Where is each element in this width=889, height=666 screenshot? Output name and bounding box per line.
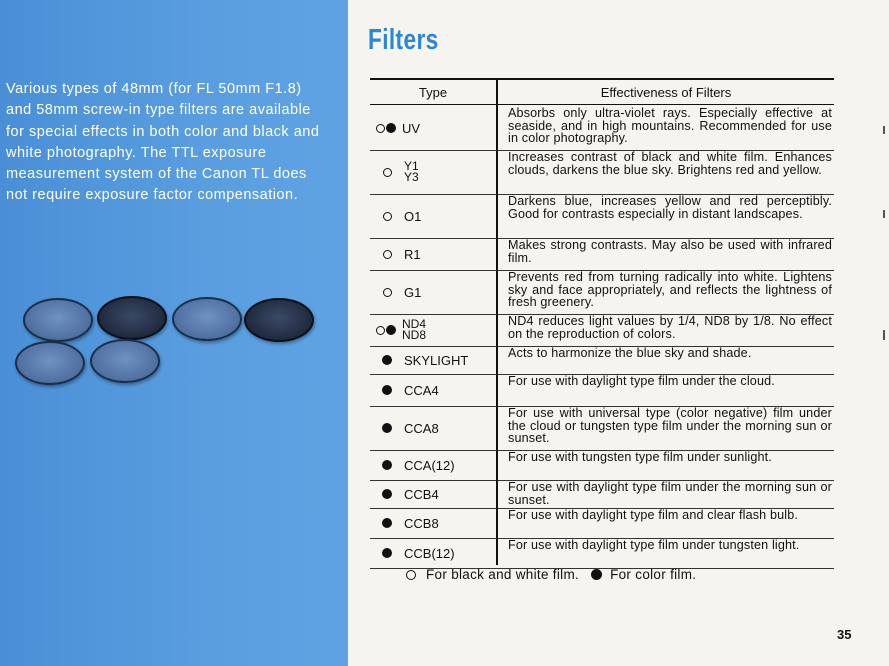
filter-effect-cell: Absorbs only ultra-violet rays. Especially effective at seaside, and in high mountains. Recommended for use in color photography. [508, 106, 832, 146]
filter-type-label: O1 [404, 208, 422, 224]
filter-type-cell [370, 374, 496, 406]
filter-disc-image [15, 341, 85, 385]
film-symbol [370, 212, 404, 221]
film-symbol [370, 460, 404, 470]
open-circle-icon [383, 168, 392, 177]
film-symbol [370, 288, 404, 297]
filter-type-cell [370, 150, 496, 194]
filter-effect-cell: Increases contrast of black and white film. Enhances clouds, darkens the blue sky. Brightens red and yellow. [508, 150, 832, 177]
open-circle-icon [383, 212, 392, 221]
filter-effect-cell: Darkens blue, increases yellow and red perceptibly. Good for contrasts especially in distant landscapes. [508, 194, 832, 221]
filter-type-label: UV [402, 120, 421, 136]
page-number: 35 [837, 627, 852, 642]
edge-mark [883, 210, 885, 218]
edge-mark [883, 330, 885, 340]
open-circle-icon [406, 570, 416, 580]
filter-disc-image [90, 339, 160, 383]
filter-effect-cell: For use with tungsten type film under sunlight. [508, 450, 772, 464]
filter-effect-cell: ND4 reduces light values by 1/4, ND8 by 1/8. No effect on the reproduction of colors. [508, 314, 832, 341]
filter-disc-image [23, 298, 93, 342]
legend [406, 567, 696, 582]
filter-type-line: Y3 [404, 170, 419, 184]
film-symbol [370, 250, 404, 259]
header-effectiveness: Effectiveness of Filters [600, 85, 732, 100]
table-row [370, 374, 834, 407]
filter-type-label: R1 [404, 246, 421, 262]
filter-type-cell [370, 106, 496, 150]
filter-disc-image [244, 298, 314, 342]
filter-type-cell [370, 450, 496, 480]
filter-effect-cell: For use with daylight type film under tungsten light. [508, 538, 800, 552]
solid-circle-icon [382, 385, 392, 395]
table-row [370, 450, 834, 481]
solid-circle-icon [382, 518, 392, 528]
filter-type-cell [370, 508, 496, 538]
film-symbol [370, 423, 404, 433]
column-divider [496, 80, 498, 565]
filter-type-label: CCA4 [404, 382, 439, 398]
filter-type-cell [370, 406, 496, 450]
table-row [370, 106, 834, 151]
filter-disc-image [97, 296, 167, 340]
left-panel [0, 0, 348, 666]
filter-type-cell [370, 346, 496, 374]
table-row [370, 194, 834, 239]
filter-type-cell [370, 238, 496, 270]
solid-circle-icon [591, 569, 602, 580]
filter-type-label: CCB4 [404, 486, 439, 502]
edge-mark [883, 126, 885, 134]
filter-type-label [402, 319, 426, 341]
right-panel [348, 0, 889, 666]
open-circle-icon [383, 250, 392, 259]
table-row [370, 406, 834, 451]
table-row [370, 538, 834, 569]
film-symbol [370, 325, 402, 335]
filter-disc-image [172, 297, 242, 341]
filter-table [370, 78, 834, 561]
solid-circle-icon [382, 489, 392, 499]
filter-type-line: Y1 [404, 159, 419, 173]
filter-type-label: CCA8 [404, 420, 439, 436]
open-circle-icon [376, 326, 385, 335]
table-row [370, 238, 834, 271]
table-row [370, 270, 834, 315]
table-header [370, 80, 834, 105]
solid-circle-icon [382, 460, 392, 470]
film-symbol [370, 168, 404, 177]
filter-type-cell [370, 270, 496, 314]
table-row [370, 150, 834, 195]
film-symbol [370, 489, 404, 499]
film-symbol [370, 355, 404, 365]
table-row [370, 346, 834, 375]
film-symbol [370, 123, 402, 133]
filter-type-cell [370, 194, 496, 238]
solid-circle-icon [386, 123, 396, 133]
header-type: Type [418, 85, 448, 100]
solid-circle-icon [386, 325, 396, 335]
table-row [370, 508, 834, 539]
filter-type-label: SKYLIGHT [404, 352, 469, 368]
filter-type-label: CCB8 [404, 515, 439, 531]
legend-bw-label: For black and white film. [426, 567, 580, 582]
filter-type-cell [370, 480, 496, 508]
filter-type-line: ND8 [402, 328, 427, 342]
filter-type-label: G1 [404, 284, 422, 300]
filter-effect-cell: Prevents red from turning radically into white. Lightens sky and face appropriately, and reflects the lightness of fresh greenery. [508, 270, 832, 310]
solid-circle-icon [382, 355, 392, 365]
filter-type-line: ND4 [402, 317, 427, 331]
legend-color-label: For color film. [610, 567, 697, 582]
open-circle-icon [383, 288, 392, 297]
filter-type-cell [370, 538, 496, 568]
filter-effect-cell: Makes strong contrasts. May also be used with infrared film. [508, 238, 832, 265]
filter-type-label [404, 161, 419, 183]
table-row [370, 480, 834, 509]
page-title: Filters [368, 24, 439, 56]
filter-effect-cell: For use with daylight type film under the cloud. [508, 374, 775, 388]
table-row [370, 314, 834, 347]
film-symbol [370, 548, 404, 558]
filter-type-label: CCA(12) [404, 457, 455, 473]
filter-type-cell [370, 314, 496, 346]
filter-effect-cell: Acts to harmonize the blue sky and shade. [508, 346, 752, 360]
intro-paragraph: Various types of 48mm (for FL 50mm F1.8) and 58mm screw-in type filters are available for special effects in both color and black and white photography. The TTL exposure measurement system of the Canon TL does not require exposure factor compensation. [6, 81, 320, 204]
filter-type-label: CCB(12) [404, 545, 455, 561]
open-circle-icon [376, 124, 385, 133]
filter-effect-cell: For use with universal type (color negative) film under the cloud or tungsten type film under the morning sun or sunset. [508, 406, 832, 446]
solid-circle-icon [382, 423, 392, 433]
film-symbol [370, 385, 404, 395]
film-symbol [370, 518, 404, 528]
solid-circle-icon [382, 548, 392, 558]
filter-effect-cell: For use with daylight type film and clear flash bulb. [508, 508, 799, 522]
filter-effect-cell: For use with daylight type film under the morning sun or sunset. [508, 480, 832, 507]
